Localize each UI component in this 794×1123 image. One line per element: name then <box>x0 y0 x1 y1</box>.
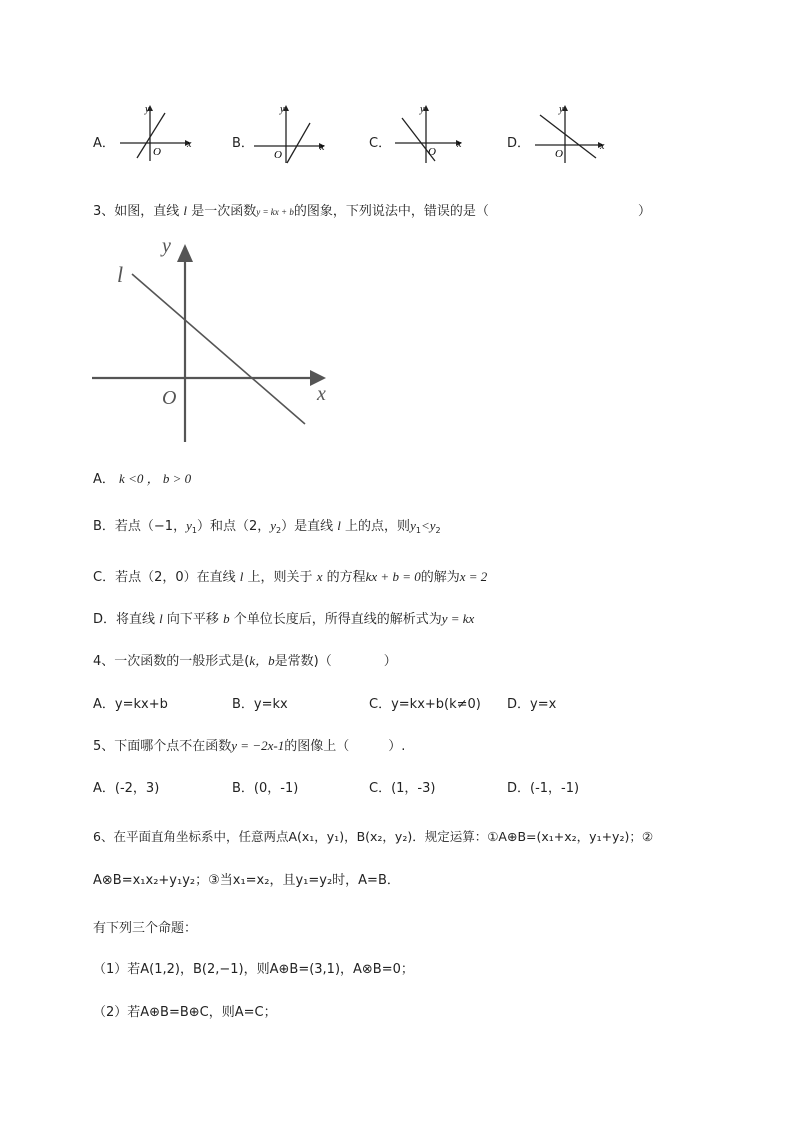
q2-a-x-label: x <box>187 139 192 150</box>
q3-option-d-b: b <box>223 611 230 626</box>
q6-line2: A⊗B=x₁x₂+y₁y₂；③当x₁=x₂，且y₁=y₂时，A=B． <box>93 873 400 888</box>
q3-line-name: l <box>183 203 188 218</box>
q3-stem-c: 的图象，下列说法中，错误的是（ <box>293 204 489 219</box>
q5-option-c[interactable]: C．(1，-3) <box>369 781 436 796</box>
q2-option-b-label[interactable]: B． <box>232 136 254 151</box>
q5-func: y = −2x-1 <box>231 738 285 753</box>
q2-b-y-label: y <box>280 104 285 115</box>
q4-stem-end: 是常数)（ ） <box>274 654 397 669</box>
q3-stem-b: 是一次函数 <box>191 204 257 219</box>
q3-option-c-eq: kx + b = 0 <box>365 569 421 584</box>
q5-option-a[interactable]: A．(-2，3) <box>93 781 160 796</box>
q2-c-origin-label: O <box>428 146 436 158</box>
q3-option-d-eq: y = kx <box>441 611 475 626</box>
q3-option-a-prefix: A． <box>93 472 115 487</box>
q2-option-c-label[interactable]: C． <box>369 136 392 151</box>
q3-option-b-y1: y <box>186 518 192 533</box>
q3-option-b-mid: ）和点（2， <box>196 519 271 534</box>
q3-stem-end: ） <box>638 204 652 219</box>
q2-c-y-label: y <box>420 104 425 115</box>
q4-option-a[interactable]: A．y=kx+b <box>93 697 168 712</box>
q3-option-b[interactable]: B．若点（−1，$y_1$）和点（2，$y_2$）是直线 l 上的点，则$y_1<y_2$ <box>93 518 441 535</box>
q3-option-c[interactable] <box>93 566 487 585</box>
q2-d-y-label: y <box>559 104 564 115</box>
q3-option-d-mid: 向下平移 <box>166 612 219 627</box>
q2-a-origin-label: O <box>153 146 161 158</box>
q2-option-a-label[interactable]: A． <box>93 136 115 151</box>
q3-figure <box>92 232 342 447</box>
q2-option-a-graph <box>115 103 195 165</box>
q3-option-b-ineq: y <box>410 518 416 533</box>
q3-func: y = kx + b <box>256 207 294 217</box>
q3-x-label: x <box>317 383 326 405</box>
q2-option-b-graph <box>252 103 332 165</box>
q4-stem-text: 4、一次函数的一般形式是( <box>93 654 250 669</box>
q3-y-label: y <box>162 235 171 257</box>
q6-prop2: （2）若A⊕B=B⊕C，则A=C； <box>93 1005 277 1020</box>
q2-b-origin-label: O <box>274 149 282 161</box>
q3-option-a[interactable] <box>93 468 191 487</box>
q4-option-c[interactable]: C．y=kx+b(k≠0) <box>369 697 481 712</box>
q3-option-b-y2: y <box>270 518 277 533</box>
q4-stem-kb: k，b <box>249 653 275 668</box>
q4-stem <box>93 650 397 669</box>
q6-line1: 6、在平面直角坐标系中，任意两点A(x₁，y₁)，B(x₂，y₂)．规定运算：①A⊕B=(x₁+x₂，y₁+y₂)；② <box>93 829 654 844</box>
q4-option-d[interactable]: D．y=x <box>507 697 557 712</box>
q2-d-x-label: x <box>600 141 605 152</box>
q2-option-d-label[interactable]: D． <box>507 136 531 151</box>
q3-option-c-end: 的解为 <box>420 570 460 585</box>
q3-line-label: l <box>117 262 124 287</box>
q4-option-b[interactable]: B．y=kx <box>232 697 288 712</box>
q3-option-d-line: l <box>159 611 163 626</box>
q3-option-b-lt: <y <box>420 518 436 533</box>
q5-option-d[interactable]: D．(-1，-1) <box>507 781 580 796</box>
q3-option-c-prefix: C．若点（2，0）在直线 <box>93 570 236 585</box>
q3-option-d-prefix: D．将直线 <box>93 612 156 627</box>
q5-stem-a: 5、下面哪个点不在函数 <box>93 739 232 754</box>
q2-option-c-graph <box>390 103 470 165</box>
q2-a-y-label: y <box>145 104 150 115</box>
q3-option-d-tail: 个单位长度后，所得直线的解析式为 <box>233 612 442 627</box>
q3-option-c-tail: 的方程 <box>326 570 366 585</box>
q3-option-b-tail: 上的点，则 <box>345 519 411 534</box>
q3-origin-label: O <box>162 387 177 409</box>
q5-stem-b: 的图像上（ ）. <box>284 739 406 754</box>
q3-option-c-x: x <box>316 569 323 584</box>
q3-option-c-mid: 上，则关于 <box>247 570 313 585</box>
q6-intro: 有下列三个命题： <box>93 921 198 936</box>
q6-prop1: （1）若A(1,2)，B(2,−1)，则A⊕B=(3,1)，A⊗B=0； <box>93 962 414 977</box>
q2-option-d-graph <box>530 103 610 165</box>
q3-option-b-prefix: B．若点（−1， <box>93 519 187 534</box>
q3-option-c-line: l <box>239 569 244 584</box>
q2-c-x-label: x <box>457 139 462 150</box>
q3-option-c-sol: x = 2 <box>459 569 488 584</box>
q3-option-d[interactable] <box>93 608 474 627</box>
q2-d-origin-label: O <box>555 148 563 160</box>
q3-option-b-line: l <box>337 518 341 533</box>
q5-stem <box>93 735 405 754</box>
q3-option-a-math: k <0 ， b > 0 <box>119 471 192 486</box>
q5-option-b[interactable]: B．(0，-1) <box>232 781 299 796</box>
q3-stem-a: 3、如图，直线 <box>93 204 180 219</box>
q3-option-b-after: ）是直线 <box>281 519 334 534</box>
q2-b-x-label: x <box>320 142 325 153</box>
q3-stem <box>93 200 489 219</box>
